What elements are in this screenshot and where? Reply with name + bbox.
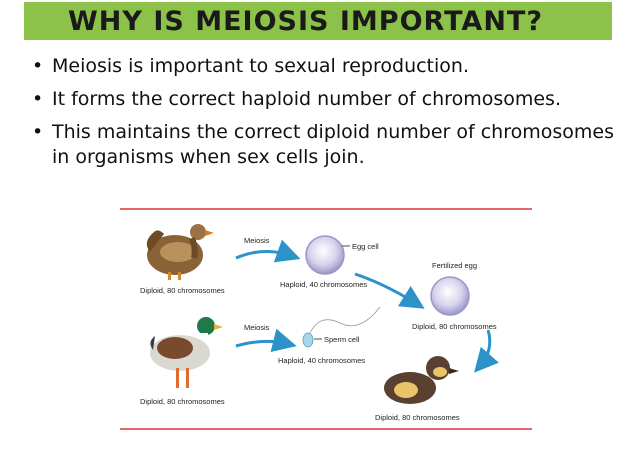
bullet-list (30, 54, 620, 178)
sperm-cell-icon (303, 333, 313, 347)
sperm-cell-label: Sperm cell (324, 335, 360, 344)
male-duck-icon (150, 317, 223, 388)
fertilized-egg-label: Fertilized egg (432, 261, 478, 270)
development-arrow (480, 330, 490, 366)
fusion-arrow (355, 274, 417, 304)
egg-cell-caption: Haploid, 40 chromosomes (280, 280, 368, 289)
title-banner (24, 2, 612, 40)
fertilized-egg-icon (431, 277, 469, 315)
meiosis-label-top: Meiosis (244, 236, 270, 245)
bottom-rule-line (120, 428, 532, 430)
sperm-tail (310, 307, 380, 333)
bullet-item: • It forms the correct haploid number of chromosomes. (30, 87, 620, 112)
female-duck-caption: Diploid, 80 chromosomes (140, 286, 225, 295)
egg-cell-label: Egg cell (352, 242, 379, 251)
duckling-icon (384, 356, 459, 404)
meiosis-figure (120, 208, 532, 430)
meiosis-arrow-bottom (236, 341, 288, 346)
slide-title: WHY IS MEIOSIS IMPORTANT? (68, 5, 543, 37)
fertilized-egg-caption: Diploid, 80 chromosomes (412, 322, 497, 331)
figure-illustration (120, 208, 532, 430)
meiosis-label-bottom: Meiosis (244, 323, 270, 332)
egg-cell-icon (306, 236, 344, 274)
female-duck-icon (147, 224, 214, 280)
duckling-caption: Diploid, 80 chromosomes (375, 413, 460, 422)
meiosis-arrow-top (236, 251, 292, 258)
sperm-cell-caption: Haploid, 40 chromosomes (278, 356, 366, 365)
bullet-item: • Meiosis is important to sexual reproduction. (30, 54, 620, 79)
male-duck-caption: Diploid, 80 chromosomes (140, 397, 225, 406)
bullet-item: • This maintains the correct diploid number of chromosomes in organisms when sex cells join. (30, 120, 620, 170)
